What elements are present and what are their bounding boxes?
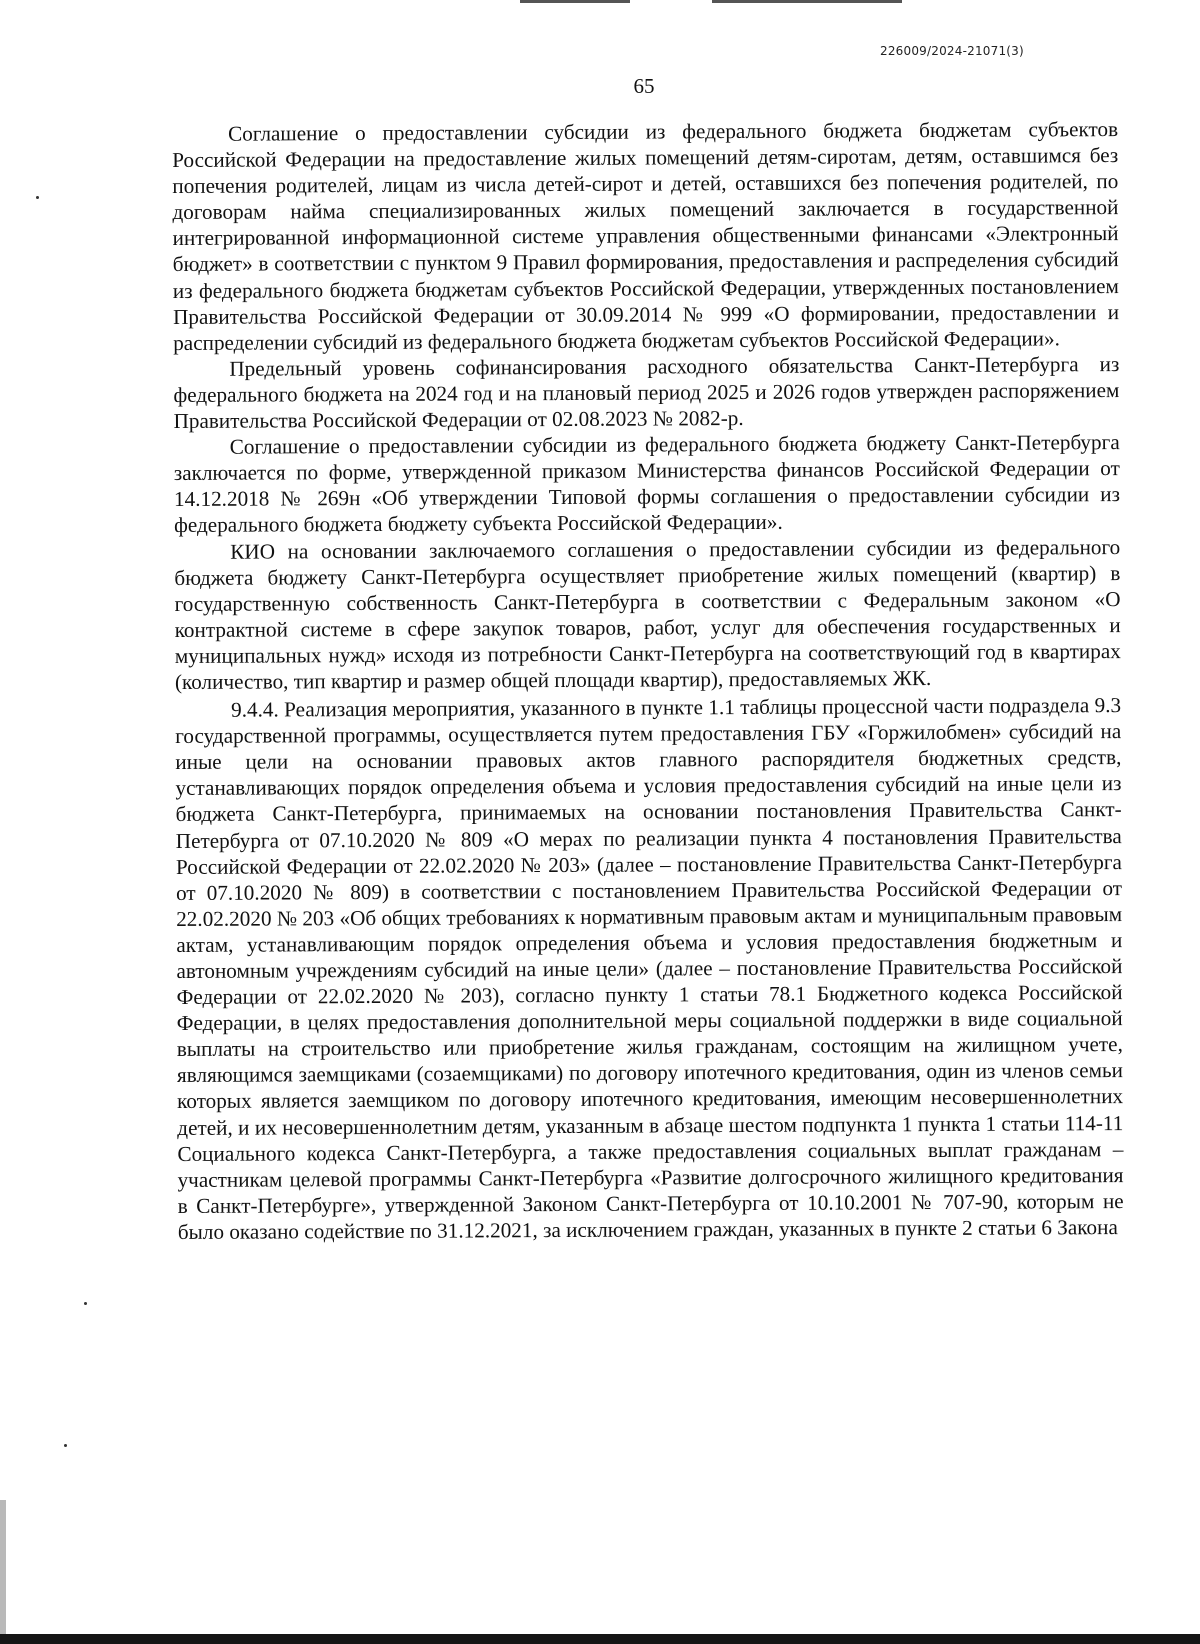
scan-speck (64, 1444, 67, 1447)
paragraph: Предельный уровень софинансирования расходного обязательства Санкт-Петербурга из федерального бюджета на 2024 год и на плановый период 2025 и 2026 годов утвержден распоряжением Правительства Российской Федерации от 02.08.2023 № 2082-р. (173, 351, 1120, 434)
scan-artifact-top-right (712, 0, 902, 3)
document-code: 226009/2024-21071(3) (880, 44, 1024, 58)
page-number: 65 (633, 74, 655, 98)
paragraph: Соглашение о предоставлении субсидии из федерального бюджета бюджетам субъектов Российской Федерации на предоставление жилых помещений детям-сиротам, детям, оставшимся без попечения родителей, лицам из числа детей-сирот и детей, оставшихся без попечения родителей, по договорам найма специализированных жилых помещений заключается в государственной интегрированной информационной системе управления общественными финансами «Электронный бюджет» в соответствии с пунктом 9 Правил формирования, предоставления и распределения субсидий из федерального бюджета бюджетам субъектов Российской Федерации, утвержденных постановлением Правительства Российской Федерации от 30.09.2014 № 999 «О формировании, предоставлении и распределении субсидий из федерального бюджета бюджетам субъектов Российской Федерации». (172, 117, 1120, 355)
scan-artifact-bottom-bar (0, 1634, 1200, 1644)
scan-artifact-left-edge (0, 1500, 6, 1644)
scan-speck (36, 196, 39, 199)
scan-artifact-top-left (520, 0, 630, 3)
document-body (172, 116, 1124, 1245)
scan-speck (84, 1302, 87, 1305)
paragraph: 9.4.4. Реализация мероприятия, указанного в пункте 1.1 таблицы процессной части подраздела 9.3 государственной программы, осуществляется путем предоставления ГБУ «Горжилобмен» субсидий на иные цели на основании правовых актов главного распорядителя бюджетных средств, устанавливающих порядок определения объема и условия предоставления субсидий на иные цели из бюджета Санкт-Петербурга, принимаемых на основании постановления Правительства Санкт-Петербурга от 07.10.2020 № 809 «О мерах по реализации пункта 4 постановления Правительства Российской Федерации от 22.02.2020 № 203» (далее – постановление Правительства Санкт-Петербурга от 07.10.2020 № 809) в соответствии с постановлением Правительства Российской Федерации от 22.02.2020 № 203 «Об общих требованиях к нормативным правовым актам и муниципальным правовым актам, устанавливающим порядок определения объема и условия предоставления бюджетным и автономным учреждениям субсидий на иные цели» (далее – постановление Правительства Российской Федерации от 22.02.2020 № 203), согласно пункту 1 статьи 78.1 Бюджетного кодекса Российской Федерации, в целях предоставления дополнительной меры социальной поддержки в виде социальной выплаты на строительство или приобретение жилья гражданам, состоящим на жилищном учете, являющимся заемщиками (созаемщиками) по договору ипотечного кредитования, один из членов семьи которых является заемщиком по договору ипотечного кредитования, имеющим несовершеннолетних детей, и их несовершеннолетним детям, указанным в абзаце шестом подпункта 1 пункта 1 статьи 114-11 Социального кодекса Санкт-Петербурга, а также предоставления социальных выплат гражданам – участникам целевой программы Санкт-Петербурга «Развитие долгосрочного жилищного кредитования в Санкт-Петербурге», утвержденной Законом Санкт-Петербурга от 10.10.2001 № 707-90, которым не было оказано содействие по 31.12.2021, за исключением граждан, указанных в пункте 2 статьи 6 Закона (175, 693, 1124, 1244)
paragraph: КИО на основании заключаемого соглашения о предоставлении субсидии из федерального бюджета бюджету Санкт-Петербурга осуществляет приобретение жилых помещений (квартир) в государственную собственность Санкт-Петербурга в соответствии с Федеральным законом «О контрактной системе в сфере закупок товаров, работ, услуг для обеспечения государственных и муниципальных нужд» исходя из потребности Санкт-Петербурга на соответствующий год в квартирах (количество, тип квартир и размер общей площади квартир), предоставляемых ЖК. (174, 534, 1121, 694)
paragraph: Соглашение о предоставлении субсидии из федерального бюджета бюджету Санкт-Петербурга заключается по форме, утвержденной приказом Министерства финансов Российской Федерации от 14.12.2018 № 269н «Об утверждении Типовой формы соглашения о предоставлении субсидии из федерального бюджета бюджету субъекта Российской Федерации». (173, 430, 1121, 538)
